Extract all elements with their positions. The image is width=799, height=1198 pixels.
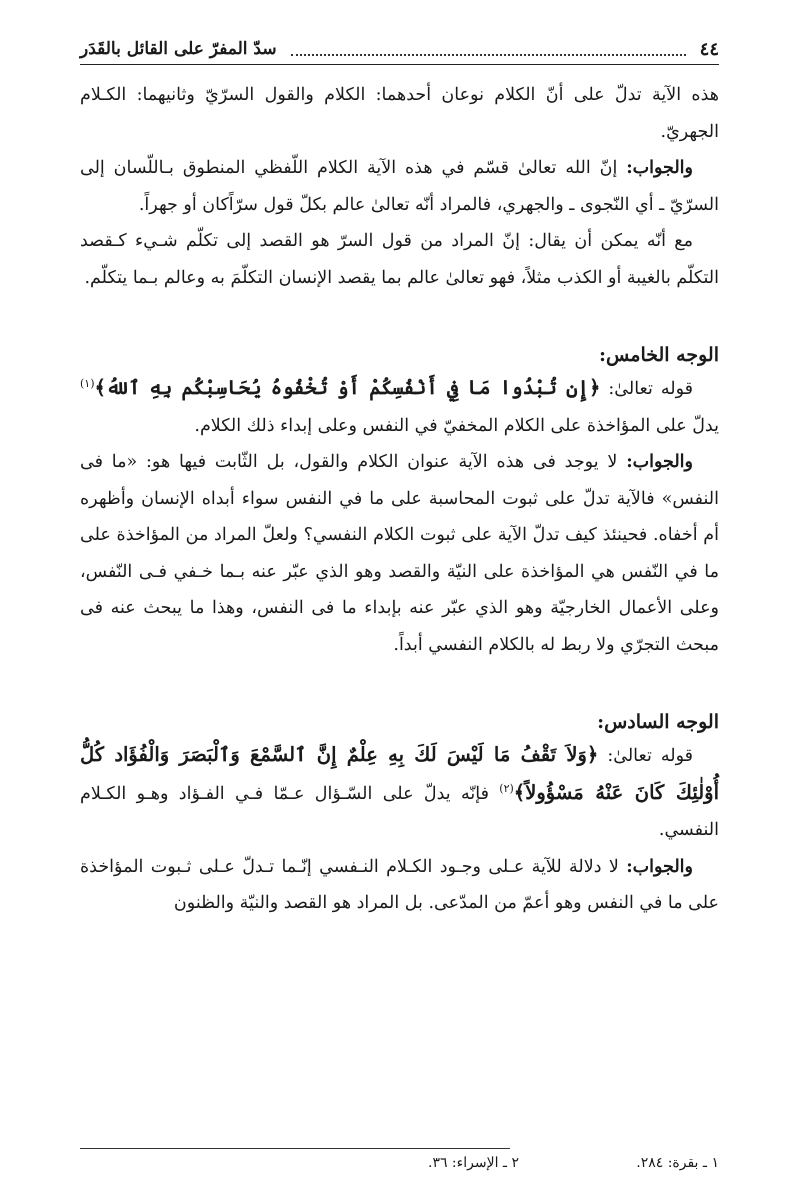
answer-paragraph [80, 150, 719, 223]
verse-intro: قوله تعالىٰ: [600, 379, 693, 399]
answer-text: لا يوجد فى هذه الآية عنوان الكلام والقول، بل الثّابت فيها هو: «ما فى النفس» فالآية تدلّ على ثبوت المحاسبة على ما في النفس سواء أبداه الإنسان وأظهره أم أخفاه. فحينئذ كيف تدلّ الآية على ثبوت الكلام النفسي؟ ولعلّ المراد من المؤاخذة على ما في النّفس هي المؤاخذة على النيّة والقصد وهو الذي عبّر عنه بـما خـفي فـى النّفس، وعلى الأعمال الخارجيّة وهو الذي عبّر عنه بإبداء ما فى النفس، وهذا ما يبحث عنه فى مبحث التجرّي ولا ربط له بالكلام النفسي أبداً. [80, 452, 719, 655]
verse-commentary: فإنّه يدلّ على السّـؤال عـمّا فـي الفـؤاد وهـو الكـلام النفسي. [80, 783, 719, 840]
page-header [80, 34, 719, 65]
footnote-2: ٢ ـ الإسراء: ٣٦. [427, 1155, 519, 1171]
answer-paragraph [80, 849, 719, 922]
running-title: سدّ المفرّ على القائل بالقَدَر [80, 39, 277, 59]
answer-paragraph [80, 444, 719, 663]
answer-text: إنّ الله تعالىٰ قسّم في هذه الآية الكلام اللّفظي المنطوق بـاللّسان إلى السرّيّ ـ أي النّجوى ـ والجهري، فالمراد أنّه تعالىٰ عالم بكلّ قول سرّاًكان أو جهراً. [80, 158, 719, 215]
footnote-separator [80, 1148, 510, 1149]
verse-intro: قوله تعالىٰ: [598, 746, 693, 766]
footnotes [80, 1155, 719, 1171]
section-heading-5: الوجه الخامس: [599, 344, 719, 366]
section-heading-6: الوجه السادس: [597, 711, 719, 733]
footnote-1: ١ ـ بقرة: ٢٨٤. [636, 1155, 719, 1171]
page-body [80, 77, 719, 922]
header-dot-leader [291, 42, 686, 56]
quran-verse: ﴿وَلاَ تَقْفُ مَا لَيْسَ لَكَ بِهِ عِلْمٌ إِنَّ ٱلسَّمْعَ وَٱلْبَصَرَ وَالْفُؤَاد كُلُّ أُوْلٰئِكَ كَانَ عَنْهُ مَسْؤُولاً﴾ [80, 743, 720, 804]
answer-label: والجواب: [626, 856, 693, 877]
answer-label: والجواب: [626, 452, 693, 472]
answer-text: لا دلالة للآية عـلى وجـود الكـلام النـفسي إنّـما تـدلّ عـلى ثـبوت المؤاخذة على ما في النفس وهو أعمّ من المدّعى. بل المراد هو القصد والنيّة والظنون [80, 856, 719, 913]
verse-paragraph [80, 737, 719, 849]
paragraph: هذه الآية تدلّ على أنّ الكلام نوعان أحدهما: الكلام والقول السرّيّ وثانيهما: الكـلام الجهريّ. [80, 85, 719, 142]
answer-label: والجواب: [626, 158, 693, 178]
verse-commentary: يدلّ على المؤاخذة على الكلام المخفيّ في النفس وعلى إبداء ذلك الكلام. [194, 415, 719, 436]
footnote-marker: (١) [80, 377, 95, 391]
page-number: ٤٤ [699, 38, 719, 60]
quran-verse: ﴿إِن تُبْدُوا مَا فِي أَنْفُسِكُمْ أَوْ تُخْفُوهُ يُحَاسِبْكُم بِهِ ٱللهُ﴾ [94, 376, 601, 399]
paragraph: مع أنّه يمكن أن يقال: إنّ المراد من قول السرّ هو القصد إلى تكلّم شـيء كـقصد التكلّم بالغيبة أو الكذب مثلاً، فهو تعالىٰ عالم بما يقصد الإنسان التكلّمَ به وعالم بـما يتكلّم. [80, 231, 719, 288]
verse-paragraph [80, 370, 719, 444]
footnote-marker: (٢) [499, 781, 514, 795]
